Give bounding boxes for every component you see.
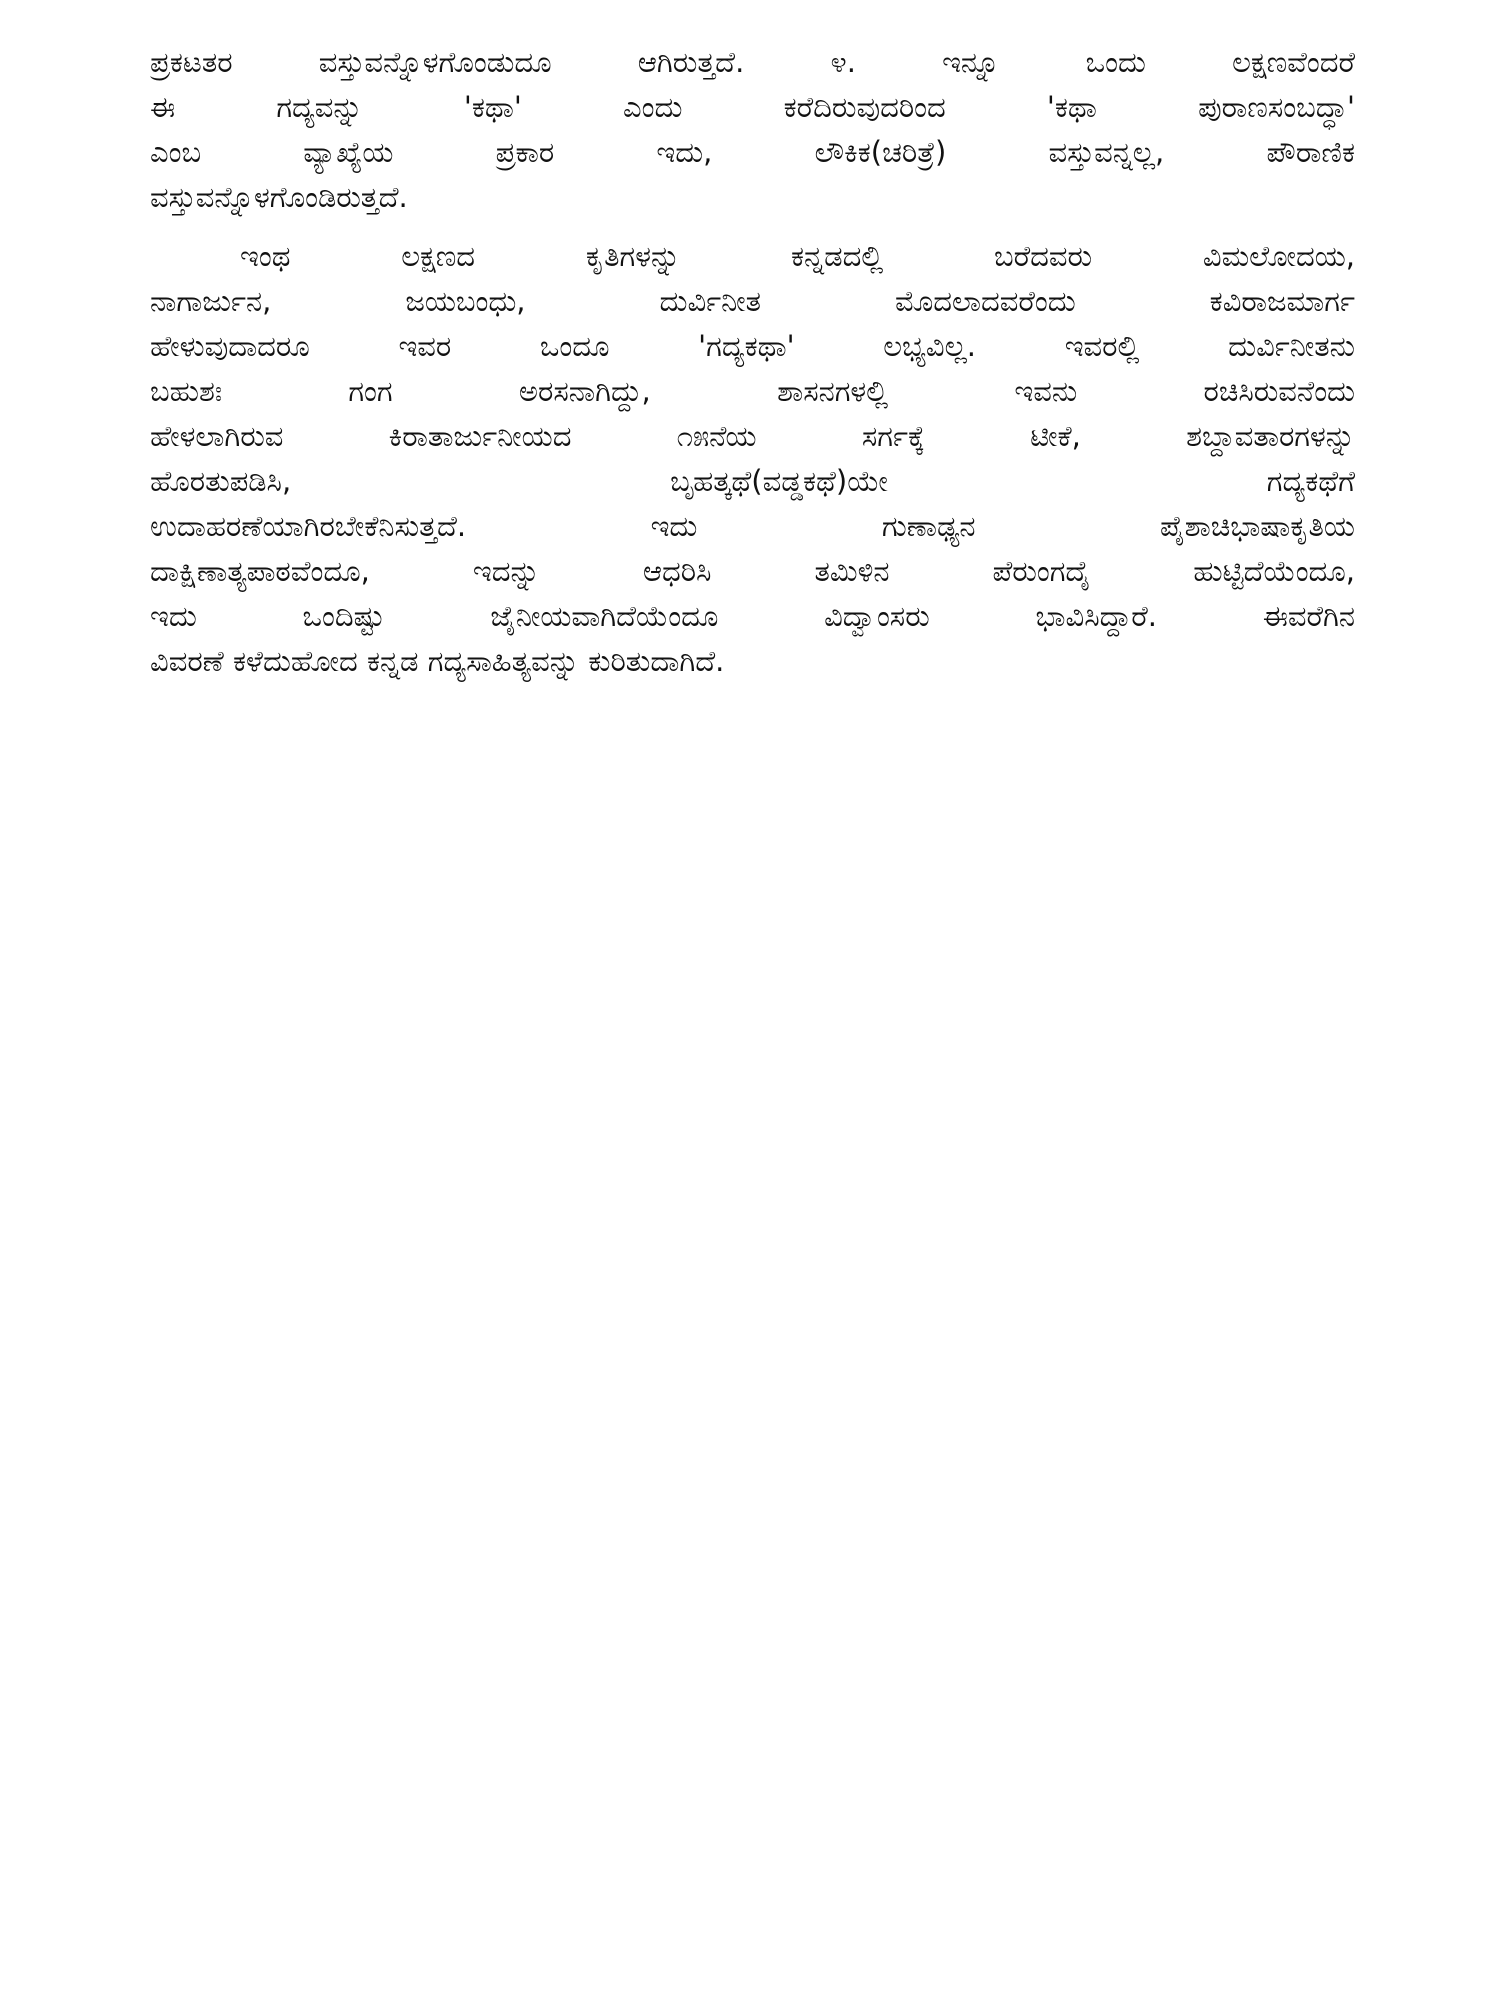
text-line: ದಾಕ್ಷಿಣಾತ್ಯಪಾಠವೆಂದೂ, ಇದನ್ನು ಆಧರಿಸಿ ತಮಿಳಿನ ಪೆರುಂಗದೈ ಹುಟ್ಟಿದೆಯೆಂದೂ, — [150, 554, 1355, 588]
text-line: ಬಹುಶಃ ಗಂಗ ಅರಸನಾಗಿದ್ದು, ಶಾಸನಗಳಲ್ಲಿ ಇವನು ರಚಿಸಿರುವನೆಂದು — [150, 374, 1355, 408]
text-line: ಎಂಬ ವ್ಯಾಖ್ಯೆಯ ಪ್ರಕಾರ ಇದು, ಲೌಕಿಕ(ಚರಿತ್ರೆ) ವಸ್ತುವನ್ನಲ್ಲ, ಪೌರಾಣಿಕ — [150, 135, 1355, 169]
text-line: ಹೇಳುವುದಾದರೂ ಇವರ ಒಂದೂ 'ಗದ್ಯಕಥಾ' ಲಭ್ಯವಿಲ್ಲ. ಇವರಲ್ಲಿ ದುರ್ವಿನೀತನು — [150, 329, 1355, 363]
text-line: ಇಂಥ ಲಕ್ಷಣದ ಕೃತಿಗಳನ್ನು ಕನ್ನಡದಲ್ಲಿ ಬರೆದವರು ವಿಮಲೋದಯ, — [240, 239, 1355, 273]
text-line: ವಸ್ತುವನ್ನೊಳಗೊಂಡಿರುತ್ತದೆ. — [150, 180, 408, 214]
text-line: ಹೊರತುಪಡಿಸಿ, ಬೃಹತ್ಕಥೆ(ವಡ್ಡಕಥೆ)ಯೇ ಗದ್ಯಕಥೆಗೆ — [150, 464, 1355, 498]
text-line: ನಾಗಾರ್ಜುನ, ಜಯಬಂಧು, ದುರ್ವಿನೀತ ಮೊದಲಾದವರೆಂದು ಕವಿರಾಜಮಾರ್ಗ — [150, 284, 1355, 318]
text-line: ಪ್ರಕಟತರ ವಸ್ತುವನ್ನೊಳಗೊಂಡುದೂ ಆಗಿರುತ್ತದೆ. ೪. ಇನ್ನೂ ಒಂದು ಲಕ್ಷಣವೆಂದರೆ — [150, 45, 1355, 79]
paragraph — [150, 40, 1355, 220]
paragraph — [150, 234, 1355, 684]
text-line: ಉದಾಹರಣೆಯಾಗಿರಬೇಕೆನಿಸುತ್ತದೆ. ಇದು ಗುಣಾಢ್ಯನ ಪೈಶಾಚಿಭಾಷಾಕೃತಿಯ — [150, 509, 1355, 543]
text-line: ವಿವರಣೆ ಕಳೆದುಹೋದ ಕನ್ನಡ ಗದ್ಯಸಾಹಿತ್ಯವನ್ನು ಕುರಿತುದಾಗಿದೆ. — [150, 644, 725, 678]
text-line: ಹೇಳಲಾಗಿರುವ ಕಿರಾತಾರ್ಜುನೀಯದ ೧೫ನೆಯ ಸರ್ಗಕ್ಕೆ ಟೀಕೆ, ಶಬ್ದಾವತಾರಗಳನ್ನು — [150, 419, 1355, 453]
body-text — [150, 40, 1355, 684]
text-line: ಇದು ಒಂದಿಷ್ಟು ಜೈನೀಯವಾಗಿದೆಯೆಂದೂ ವಿದ್ವಾಂಸರು ಭಾವಿಸಿದ್ದಾರೆ. ಈವರೆಗಿನ — [150, 599, 1355, 633]
text-line: ಈ ಗದ್ಯವನ್ನು 'ಕಥಾ' ಎಂದು ಕರೆದಿರುವುದರಿಂದ 'ಕಥಾ ಪುರಾಣಸಂಬದ್ಧಾ' — [150, 90, 1355, 124]
paragraph-spacer — [150, 220, 1355, 234]
